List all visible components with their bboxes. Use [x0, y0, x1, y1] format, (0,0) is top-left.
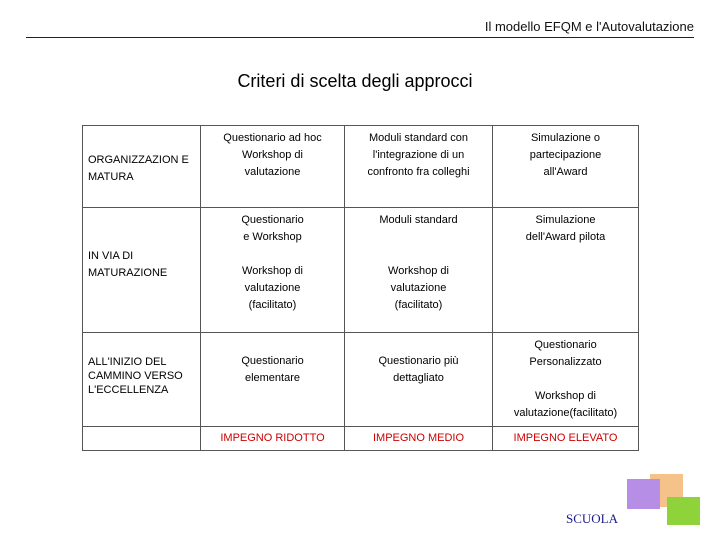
table-cell [201, 126, 345, 208]
row-label [83, 333, 201, 427]
cell-line: elementare [244, 372, 301, 384]
cell-line: Workshop di [242, 149, 303, 161]
cell-line: valutazione [390, 282, 447, 294]
cell-line: all'Award [543, 166, 588, 178]
table-row [83, 208, 639, 333]
cell-line: Questionario ad hoc [223, 132, 322, 144]
table-row [83, 126, 639, 208]
cell-line: Questionario [241, 355, 304, 367]
table-cell [201, 208, 345, 333]
cell-line [348, 246, 489, 263]
cell-line: Workshop di [242, 265, 303, 277]
cell-line [348, 229, 489, 246]
row-label-text: IN VIA DI MATURAZIONE [88, 250, 168, 279]
decorative-square-violet [627, 479, 660, 509]
row-label-text: ALL'INIZIO DEL CAMMINO VERSO L'ECCELLENZA [88, 356, 183, 396]
slide-title: Criteri di scelta degli approcci [237, 71, 473, 91]
cell-line: Questionario [241, 214, 304, 226]
cell-line: Moduli standard con [368, 132, 469, 144]
criteria-table [82, 125, 639, 451]
row-label-text: ORGANIZZAZION E MATURA [88, 154, 189, 183]
table-cell [345, 333, 493, 427]
header-title: Il modello EFQM e l'Autovalutazione [484, 19, 694, 34]
cell-line: Workshop di [535, 390, 596, 402]
cell-line: confronto fra colleghi [367, 166, 470, 178]
decorative-square-green [667, 497, 700, 525]
table-cell [493, 333, 639, 427]
cell-line: e Workshop [243, 231, 302, 243]
table-row [83, 427, 639, 451]
cell-line: l'integrazione di un [372, 149, 465, 161]
row-label [83, 208, 201, 333]
cell-line: Simulazione o [530, 132, 601, 144]
cell-line: Personalizzato [529, 356, 602, 368]
cell-line: valutazione(facilitato) [513, 407, 618, 419]
table-cell [345, 208, 493, 333]
table-cell [493, 208, 639, 333]
cell-line: Moduli standard [379, 214, 458, 226]
impegno-ridotto-label: IMPEGNO RIDOTTO [201, 427, 345, 451]
cell-line: Workshop di [388, 265, 449, 277]
cell-line: Questionario più [378, 355, 459, 367]
header-divider [26, 37, 694, 38]
row-label [83, 126, 201, 208]
empty-cell [83, 427, 201, 451]
cell-line: (facilitato) [248, 299, 297, 311]
cell-line: dettagliato [393, 372, 444, 384]
table-cell [493, 126, 639, 208]
cell-line: dell'Award pilota [525, 231, 606, 243]
table-row [83, 333, 639, 427]
cell-line: Simulazione [535, 214, 596, 226]
table-cell [345, 126, 493, 208]
cell-line [496, 371, 635, 388]
cell-line: Questionario [534, 339, 597, 351]
cell-line: (facilitato) [394, 299, 443, 311]
school-label: SCUOLA [566, 511, 619, 526]
table-cell [201, 333, 345, 427]
impegno-medio-label: IMPEGNO MEDIO [345, 427, 493, 451]
impegno-elevato-label: IMPEGNO ELEVATO [493, 427, 639, 451]
cell-line: partecipazione [529, 149, 602, 161]
cell-line: valutazione [244, 282, 301, 294]
cell-line: valutazione [244, 166, 301, 178]
cell-line [204, 246, 341, 263]
